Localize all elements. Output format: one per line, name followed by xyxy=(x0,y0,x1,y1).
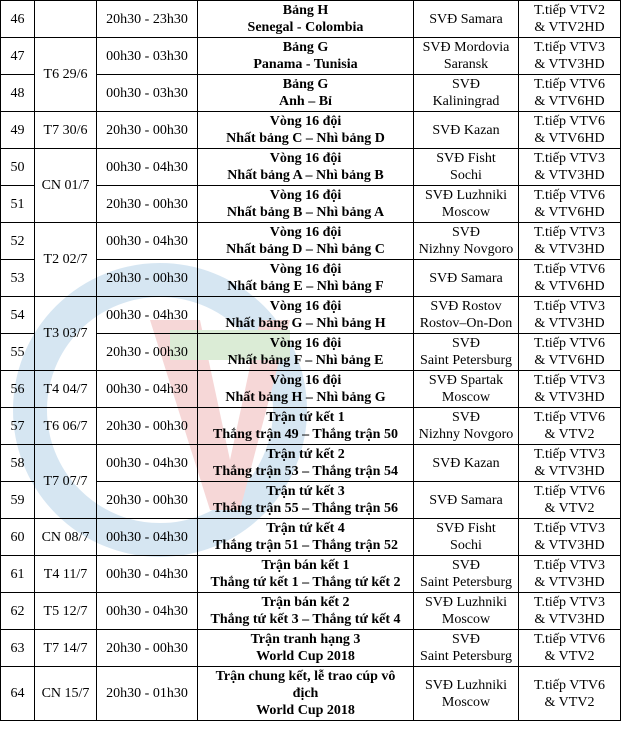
match-time-cell: 00h30 - 03h30 xyxy=(97,38,198,75)
table-row xyxy=(1,519,621,556)
broadcast-cell xyxy=(519,38,621,75)
match-date-cell: T4 04/7 xyxy=(35,371,97,408)
broadcast-line: & VTV6HD xyxy=(534,279,605,294)
broadcast-line: T.tiếp VTV6 xyxy=(533,484,606,499)
match-info-cell xyxy=(198,630,414,667)
match-time-cell: 20h30 - 01h30 xyxy=(97,667,198,721)
match-number-cell: 61 xyxy=(1,556,35,593)
match-info-line: Trận chung kết, lễ trao cúp vô xyxy=(215,669,396,684)
broadcast-line: T.tiếp VTV6 xyxy=(533,336,606,351)
broadcast-line: T.tiếp VTV3 xyxy=(533,373,606,388)
broadcast-line: & VTV6HD xyxy=(534,94,605,109)
broadcast-cell xyxy=(519,112,621,149)
stadium-line: SVĐ xyxy=(451,632,480,647)
match-info-cell xyxy=(198,260,414,297)
broadcast-line: & VTV3HD xyxy=(534,316,605,331)
match-info-line: Thắng trận 55 – Thắng trận 56 xyxy=(213,501,398,516)
broadcast-cell xyxy=(519,149,621,186)
stadium-cell xyxy=(414,667,519,721)
match-info-cell xyxy=(198,519,414,556)
match-number-cell: 63 xyxy=(1,630,35,667)
broadcast-cell xyxy=(519,260,621,297)
match-date-cell xyxy=(35,1,97,38)
table-row xyxy=(1,297,621,334)
stadium-cell xyxy=(414,186,519,223)
broadcast-line: & VTV6HD xyxy=(534,205,605,220)
match-number-cell: 64 xyxy=(1,667,35,721)
stadium-line: Moscow xyxy=(441,205,491,220)
match-date-cell: T2 02/7 xyxy=(35,223,97,297)
match-number-cell: 52 xyxy=(1,223,35,260)
match-info-cell xyxy=(198,223,414,260)
broadcast-cell xyxy=(519,482,621,519)
stadium-cell xyxy=(414,297,519,334)
broadcast-line: T.tiếp VTV6 xyxy=(533,262,606,277)
match-info-cell xyxy=(198,149,414,186)
match-info-cell xyxy=(198,408,414,445)
stadium-cell xyxy=(414,38,519,75)
match-info-line: Trận tứ kết 4 xyxy=(266,521,345,536)
stadium-cell xyxy=(414,408,519,445)
match-number-cell: 51 xyxy=(1,186,35,223)
match-date-cell: T5 12/7 xyxy=(35,593,97,630)
match-info-cell xyxy=(198,667,414,721)
stadium-cell xyxy=(414,1,519,38)
match-time-cell: 20h30 - 00h30 xyxy=(97,334,198,371)
table-row xyxy=(1,112,621,149)
match-time-cell: 20h30 - 00h30 xyxy=(97,112,198,149)
stadium-cell xyxy=(414,75,519,112)
broadcast-cell xyxy=(519,223,621,260)
broadcast-line: T.tiếp VTV3 xyxy=(533,521,606,536)
stadium-line: SVĐ Samara xyxy=(429,492,503,508)
broadcast-cell xyxy=(519,334,621,371)
match-time-cell: 00h30 - 04h30 xyxy=(97,593,198,630)
match-time-cell: 20h30 - 00h30 xyxy=(97,408,198,445)
stadium-line: Nizhny Novgoro xyxy=(418,242,514,257)
match-info-cell xyxy=(198,482,414,519)
match-info-line: địch xyxy=(292,686,319,701)
broadcast-line: T.tiếp VTV6 xyxy=(533,677,606,693)
broadcast-line: T.tiếp VTV6 xyxy=(533,188,606,203)
match-info-line: Senegal - Colombia xyxy=(247,20,364,35)
stadium-cell xyxy=(414,482,519,519)
match-number-cell: 48 xyxy=(1,75,35,112)
stadium-line: Rostov–On-Don xyxy=(419,316,513,331)
broadcast-cell xyxy=(519,519,621,556)
match-info-line: Thắng tứ kết 1 – Thắng tứ kết 2 xyxy=(210,575,401,590)
match-date-cell: CN 08/7 xyxy=(35,519,97,556)
match-info-line: Vòng 16 đội xyxy=(269,299,342,314)
match-date-cell: T7 14/7 xyxy=(35,630,97,667)
match-info-line: Nhất bảng C – Nhì bảng D xyxy=(226,131,385,146)
table-row xyxy=(1,630,621,667)
broadcast-cell xyxy=(519,445,621,482)
match-info-line: Nhất bảng B – Nhì bảng A xyxy=(226,205,385,220)
broadcast-line: T.tiếp VTV3 xyxy=(533,299,606,314)
match-time-cell: 00h30 - 03h30 xyxy=(97,75,198,112)
stadium-line: SVĐ xyxy=(451,336,480,351)
match-time-cell: 20h30 - 23h30 xyxy=(97,1,198,38)
broadcast-line: T.tiếp VTV3 xyxy=(533,151,606,166)
match-number-cell: 62 xyxy=(1,593,35,630)
stadium-line: SVĐ Luzhniki xyxy=(424,188,508,203)
broadcast-line: T.tiếp VTV2 xyxy=(533,3,606,18)
stadium-line: SVĐ Rostov xyxy=(430,299,502,314)
match-info-cell xyxy=(198,1,414,38)
match-info-line: Vòng 16 đội xyxy=(269,225,342,240)
match-info-line: Vòng 16 đội xyxy=(269,373,342,388)
match-date-cell: T7 07/7 xyxy=(35,445,97,519)
match-info-cell xyxy=(198,556,414,593)
stadium-cell xyxy=(414,630,519,667)
broadcast-line: T.tiếp VTV3 xyxy=(533,595,606,610)
schedule-body xyxy=(1,1,621,721)
match-info-line: Bảng G xyxy=(282,40,329,55)
match-number-cell: 58 xyxy=(1,445,35,482)
broadcast-cell xyxy=(519,297,621,334)
broadcast-line: & VTV2 xyxy=(544,649,595,664)
match-time-cell: 20h30 - 00h30 xyxy=(97,482,198,519)
match-info-cell xyxy=(198,297,414,334)
stadium-line: Kaliningrad xyxy=(432,94,500,109)
table-row xyxy=(1,149,621,186)
broadcast-line: & VTV3HD xyxy=(534,464,605,479)
match-time-cell: 20h30 - 00h30 xyxy=(97,186,198,223)
match-date-cell: T4 11/7 xyxy=(35,556,97,593)
stadium-line: Saint Petersburg xyxy=(420,649,512,664)
match-number-cell: 49 xyxy=(1,112,35,149)
match-info-line: Thắng trận 51 – Thắng trận 52 xyxy=(213,538,398,553)
match-info-cell xyxy=(198,334,414,371)
match-date-cell: T7 30/6 xyxy=(35,112,97,149)
match-info-line: Bảng H xyxy=(282,3,329,18)
match-info-line: Anh – Bỉ xyxy=(279,94,332,109)
match-info-line: Vòng 16 đội xyxy=(269,336,342,351)
stadium-line: Saint Petersburg xyxy=(420,575,512,590)
stadium-line: SVĐ Samara xyxy=(429,270,503,286)
match-info-line: Thắng trận 49 – Thắng trận 50 xyxy=(213,427,398,442)
broadcast-line: & VTV6HD xyxy=(534,131,605,146)
broadcast-line: T.tiếp VTV3 xyxy=(533,558,606,573)
match-info-cell xyxy=(198,38,414,75)
match-info-line: Nhất bảng E – Nhì bảng F xyxy=(227,279,384,294)
broadcast-line: & VTV3HD xyxy=(534,612,605,627)
broadcast-cell xyxy=(519,630,621,667)
stadium-line: SVĐ xyxy=(451,77,480,92)
match-date-cell: T6 29/6 xyxy=(35,38,97,112)
stadium-line: SVĐ xyxy=(451,558,480,573)
match-time-cell: 00h30 - 04h30 xyxy=(97,371,198,408)
stadium-cell xyxy=(414,445,519,482)
stadium-line: SVĐ Luzhniki xyxy=(424,677,508,693)
match-number-cell: 46 xyxy=(1,1,35,38)
match-info-line: World Cup 2018 xyxy=(256,703,355,718)
match-info-cell xyxy=(198,593,414,630)
stadium-cell xyxy=(414,593,519,630)
stadium-line: SVĐ xyxy=(451,410,480,425)
stadium-line: Saransk xyxy=(443,57,489,72)
broadcast-cell xyxy=(519,371,621,408)
stadium-line: SVĐ Fisht xyxy=(436,151,496,166)
match-info-cell xyxy=(198,186,414,223)
broadcast-cell xyxy=(519,667,621,721)
stadium-cell xyxy=(414,556,519,593)
match-info-cell xyxy=(198,371,414,408)
match-info-line: Trận tứ kết 1 xyxy=(266,410,345,425)
match-number-cell: 53 xyxy=(1,260,35,297)
match-date-cell: CN 01/7 xyxy=(35,149,97,223)
broadcast-line: & VTV3HD xyxy=(534,575,605,590)
table-row xyxy=(1,593,621,630)
match-time-cell: 00h30 - 04h30 xyxy=(97,445,198,482)
match-info-line: Nhất bảng A – Nhì bảng B xyxy=(227,168,384,183)
stadium-line: Sochi xyxy=(450,168,482,183)
match-info-line: Trận bán kết 2 xyxy=(261,595,350,610)
match-number-cell: 55 xyxy=(1,334,35,371)
broadcast-line: & VTV3HD xyxy=(534,242,605,257)
stadium-line: SVĐ xyxy=(451,225,480,240)
match-date-cell: CN 15/7 xyxy=(35,667,97,721)
stadium-line: SVĐ Spartak xyxy=(428,373,504,388)
broadcast-line: T.tiếp VTV3 xyxy=(533,447,606,462)
stadium-line: SVĐ Kazan xyxy=(432,455,500,471)
match-info-line: Thắng trận 53 – Thắng trận 54 xyxy=(213,464,398,479)
match-info-line: Vòng 16 đội xyxy=(269,188,342,203)
match-date-cell: T3 03/7 xyxy=(35,297,97,371)
stadium-line: SVĐ Mordovia xyxy=(422,40,510,55)
stadium-line: SVĐ Fisht xyxy=(436,521,496,536)
broadcast-line: & VTV2 xyxy=(544,427,595,442)
stadium-cell xyxy=(414,260,519,297)
match-date-cell: T6 06/7 xyxy=(35,408,97,445)
match-time-cell: 20h30 - 00h30 xyxy=(97,260,198,297)
match-info-cell xyxy=(198,75,414,112)
match-time-cell: 00h30 - 04h30 xyxy=(97,556,198,593)
stadium-line: Saint Petersburg xyxy=(420,353,512,368)
table-row xyxy=(1,556,621,593)
broadcast-cell xyxy=(519,1,621,38)
match-info-line: Nhất bảng F – Nhì bảng E xyxy=(227,353,384,368)
match-time-cell: 00h30 - 04h30 xyxy=(97,223,198,260)
match-info-line: Trận tranh hạng 3 xyxy=(250,632,361,647)
match-time-cell: 00h30 - 04h30 xyxy=(97,297,198,334)
match-number-cell: 59 xyxy=(1,482,35,519)
stadium-cell xyxy=(414,223,519,260)
match-number-cell: 60 xyxy=(1,519,35,556)
match-number-cell: 56 xyxy=(1,371,35,408)
match-info-line: World Cup 2018 xyxy=(256,649,355,664)
broadcast-line: & VTV6HD xyxy=(534,353,605,368)
broadcast-line: T.tiếp VTV6 xyxy=(533,632,606,647)
broadcast-line: & VTV3HD xyxy=(534,57,605,72)
match-info-line: Nhất bảng H – Nhì bảng G xyxy=(225,390,386,405)
match-info-cell xyxy=(198,112,414,149)
broadcast-line: & VTV3HD xyxy=(534,390,605,405)
stadium-cell xyxy=(414,371,519,408)
match-info-line: Nhất bảng G – Nhì bảng H xyxy=(225,316,386,331)
stadium-line: Nizhny Novgoro xyxy=(418,427,514,442)
stadium-line: Moscow xyxy=(441,612,491,627)
match-info-line: Thắng tứ kết 3 – Thắng tứ kết 4 xyxy=(210,612,401,627)
table-row xyxy=(1,445,621,482)
table-row xyxy=(1,38,621,75)
match-number-cell: 54 xyxy=(1,297,35,334)
table-row xyxy=(1,371,621,408)
broadcast-line: T.tiếp VTV6 xyxy=(533,77,606,92)
match-info-line: Trận tứ kết 2 xyxy=(266,447,345,462)
match-number-cell: 57 xyxy=(1,408,35,445)
broadcast-cell xyxy=(519,186,621,223)
stadium-line: Moscow xyxy=(441,390,491,405)
stadium-cell xyxy=(414,112,519,149)
stadium-line: Sochi xyxy=(450,538,482,553)
table-row xyxy=(1,1,621,38)
match-time-cell: 20h30 - 00h30 xyxy=(97,630,198,667)
broadcast-line: T.tiếp VTV3 xyxy=(533,225,606,240)
match-info-line: Vòng 16 đội xyxy=(269,151,342,166)
table-row xyxy=(1,408,621,445)
broadcast-line: & VTV3HD xyxy=(534,538,605,553)
broadcast-cell xyxy=(519,593,621,630)
broadcast-line: & VTV2HD xyxy=(534,20,605,35)
broadcast-line: T.tiếp VTV6 xyxy=(533,410,606,425)
match-info-line: Vòng 16 đội xyxy=(269,262,342,277)
table-row xyxy=(1,223,621,260)
stadium-cell xyxy=(414,149,519,186)
broadcast-line: & VTV3HD xyxy=(534,168,605,183)
stadium-line: Moscow xyxy=(441,694,491,710)
match-info-line: Nhất bảng D – Nhì bảng C xyxy=(226,242,385,257)
broadcast-line: & VTV2 xyxy=(544,694,595,710)
match-number-cell: 47 xyxy=(1,38,35,75)
stadium-line: SVĐ Luzhniki xyxy=(424,595,508,610)
match-time-cell: 00h30 - 04h30 xyxy=(97,519,198,556)
stadium-line: SVĐ Kazan xyxy=(432,122,500,138)
broadcast-line: & VTV2 xyxy=(544,501,595,516)
stadium-line: SVĐ Samara xyxy=(429,11,503,27)
broadcast-line: T.tiếp VTV3 xyxy=(533,40,606,55)
broadcast-cell xyxy=(519,408,621,445)
broadcast-line: T.tiếp VTV6 xyxy=(533,114,606,129)
match-info-line: Vòng 16 đội xyxy=(269,114,342,129)
stadium-cell xyxy=(414,334,519,371)
match-number-cell: 50 xyxy=(1,149,35,186)
match-info-cell xyxy=(198,445,414,482)
match-info-line: Trận bán kết 1 xyxy=(261,558,350,573)
table-row xyxy=(1,667,621,721)
broadcast-cell xyxy=(519,556,621,593)
match-info-line: Panama - Tunisia xyxy=(253,57,358,72)
match-time-cell: 00h30 - 04h30 xyxy=(97,149,198,186)
broadcast-cell xyxy=(519,75,621,112)
stadium-cell xyxy=(414,519,519,556)
match-info-line: Bảng G xyxy=(282,77,329,92)
match-info-line: Trận tứ kết 3 xyxy=(266,484,345,499)
